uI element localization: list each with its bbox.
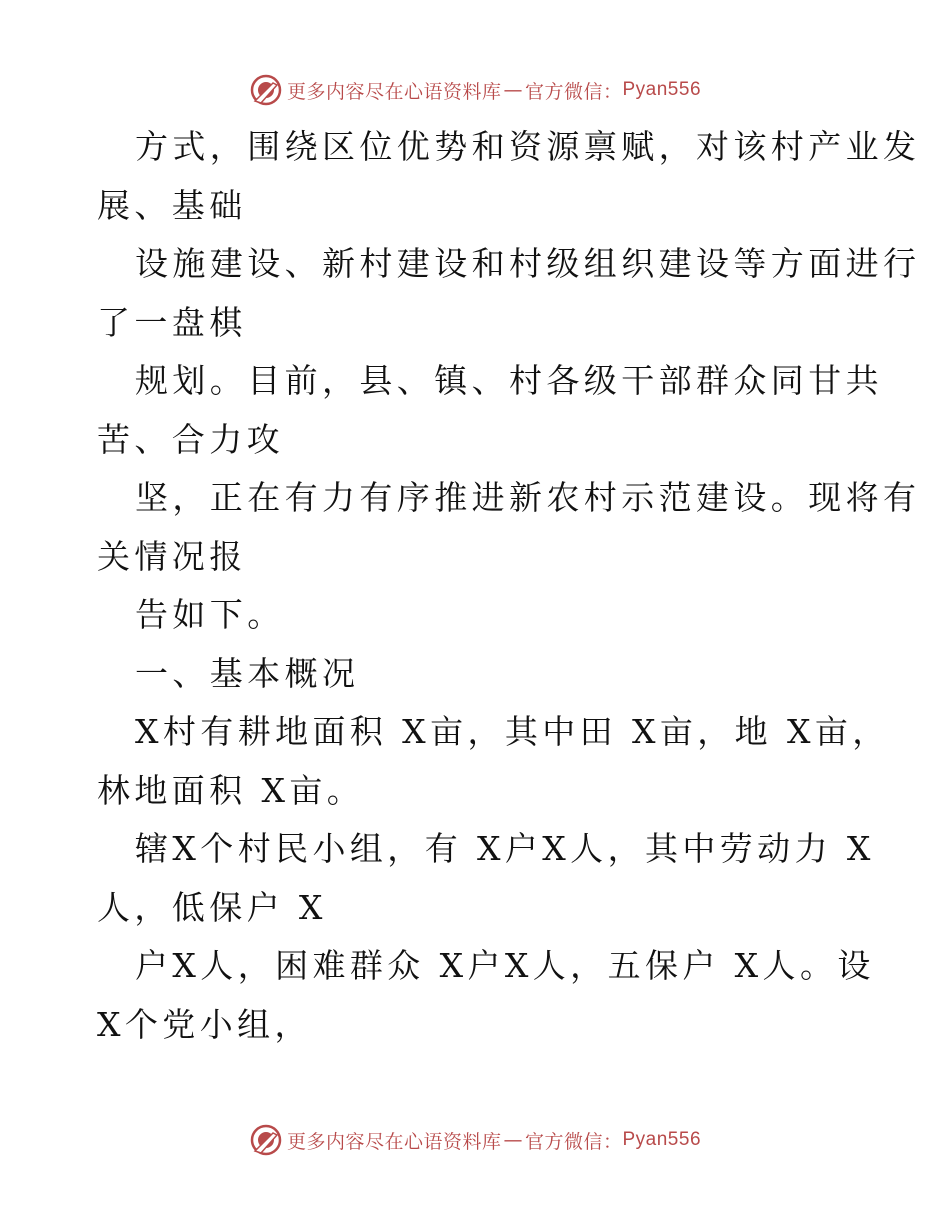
footer-watermark [0,1120,950,1160]
pen-logo-icon [249,73,283,107]
section-heading: 一、基本概况 [135,653,360,693]
document-body [97,118,921,1054]
paragraph-line: 坚，正在有力有序推进新农村示范建设。现将有 [135,478,921,517]
paragraph-line: 辖X个村民小组，有 X户X人，其中劳动力 X [135,829,875,868]
paragraph-line: 规划。目前，县、镇、村各级干部群众同甘共 [135,361,883,400]
paragraph-line: 苦、合力攻 [97,419,284,459]
paragraph-line: 人，低保户 X [97,887,327,927]
pen-logo-icon [249,1123,283,1157]
paragraph-line: X村有耕地面积 X亩，其中田 X亩，地 X亩， [135,712,890,751]
paragraph-line: 户X人，困难群众 X户X人，五保户 X人。设 [135,946,875,985]
watermark-dash: — [503,1129,523,1151]
paragraph-line: 了一盘棋 [97,302,247,342]
watermark-suffix: 官方微信： [524,80,623,103]
watermark-dash: — [503,79,523,101]
watermark-account: Pyan556 [622,1129,702,1150]
paragraph-line: 方式，围绕区位优势和资源禀赋，对该村产业发 [135,127,921,166]
watermark-text: 更多内容尽在心语资料库 [286,1130,502,1153]
paragraph-line: 告如下。 [135,595,285,634]
paragraph-line: 关情况报 [97,536,247,576]
paragraph-line: 展、基础 [97,185,247,225]
header-watermark [0,70,950,110]
watermark-text: 更多内容尽在心语资料库 [286,80,502,103]
paragraph-line: 设施建设、新村建设和村级组织建设等方面进行 [135,244,921,283]
watermark-suffix: 官方微信： [524,1130,623,1153]
watermark-account: Pyan556 [622,79,702,100]
paragraph-line: X个党小组， [97,1004,312,1044]
paragraph-line: 林地面积 X亩。 [97,770,365,810]
